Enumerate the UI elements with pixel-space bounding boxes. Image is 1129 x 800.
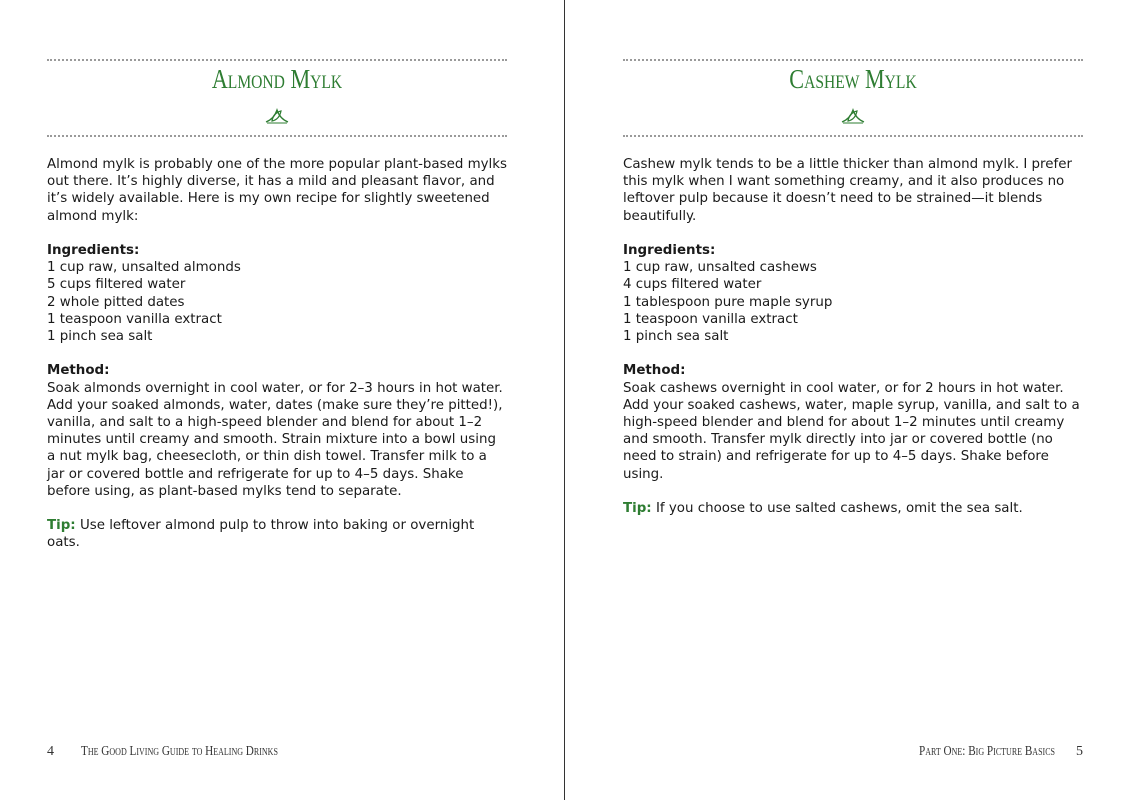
recipe-intro: Almond mylk is probably one of the more popular plant-based mylks out there. It’s highly diverse, it has a mild and pleasant flavor, and it’s widely available. Here is my own recipe for slightly sweetened almond mylk: (47, 157, 507, 224)
running-head: The Good Living Guide to Healing Drinks (81, 744, 278, 759)
title-rule-top (47, 59, 507, 61)
recipe-intro: Cashew mylk tends to be a little thicker than almond mylk. I prefer this mylk when I want something creamy, and it also produces no leftover pulp because it doesn’t need to be strained—it blends beautifully. (623, 157, 1072, 224)
ingredient-item: 1 pinch sea salt (623, 329, 729, 345)
ingredient-item: 5 cups filtered water (47, 277, 186, 293)
recipe-body (623, 156, 1083, 534)
recipe-title: Almond Mylk (211, 64, 343, 94)
page-number: 4 (47, 744, 54, 759)
tip-label: Tip: (47, 518, 76, 534)
ingredient-item: 1 pinch sea salt (47, 329, 153, 345)
ingredient-item: 2 whole pitted dates (47, 294, 185, 310)
tip-text: If you choose to use salted cashews, omit the sea salt. (655, 501, 1023, 517)
ingredients-list (47, 259, 507, 345)
ingredient-item: 1 tablespoon pure maple syrup (623, 294, 833, 310)
tip-label: Tip: (623, 501, 652, 517)
page-number: 5 (1076, 744, 1083, 759)
right-page (623, 0, 1083, 800)
title-rule-top (623, 59, 1083, 61)
ingredient-item: 4 cups filtered water (623, 277, 762, 293)
method-heading: Method: (623, 363, 686, 379)
tip (47, 517, 507, 551)
ingredient-item: 1 cup raw, unsalted almonds (47, 260, 241, 276)
method-text: Soak almonds overnight in cool water, or for 2–3 hours in hot water. Add your soaked almonds, water, dates (make sure they’re pitted!), vanilla, and salt to a high-speed blender and blend for about 1–2 minutes until creamy and smooth. Strain mixture into a bowl using a nut mylk bag, cheesecloth, or thin dish towel. Transfer milk to a jar or covered bottle and refrigerate for up to 4–5 days. Shake before using, as plant-based mylks tend to separate. (47, 380, 503, 499)
ingredient-item: 1 cup raw, unsalted cashews (623, 260, 817, 276)
ingredient-item: 1 teaspoon vanilla extract (623, 311, 798, 327)
leaf-flourish-icon (263, 106, 291, 126)
leaf-flourish-icon (839, 106, 867, 126)
title-rule-bottom (623, 135, 1083, 137)
left-page (47, 0, 507, 800)
method-text: Soak cashews overnight in cool water, or for 2 hours in hot water. Add your soaked cashews, water, maple syrup, vanilla, and salt to a high-speed blender and blend for about 1–2 minutes until creamy and smooth. Transfer mylk directly into jar or covered bottle (no need to strain) and refrigerate for up to 4–5 days. Shake before using. (623, 380, 1080, 482)
recipe-title: Cashew Mylk (789, 64, 917, 94)
ingredients-heading: Ingredients: (623, 243, 716, 258)
ingredient-item: 1 teaspoon vanilla extract (47, 311, 222, 327)
title-rule-bottom (47, 135, 507, 137)
method-heading: Method: (47, 363, 110, 379)
ingredients-heading: Ingredients: (47, 243, 140, 258)
ingredients-list (623, 259, 1083, 345)
running-head: Part One: Big Picture Basics (919, 744, 1055, 759)
tip (623, 500, 1083, 517)
page-gutter (564, 0, 565, 800)
recipe-body (47, 156, 507, 569)
tip-text: Use leftover almond pulp to throw into baking or overnight oats. (47, 518, 475, 551)
